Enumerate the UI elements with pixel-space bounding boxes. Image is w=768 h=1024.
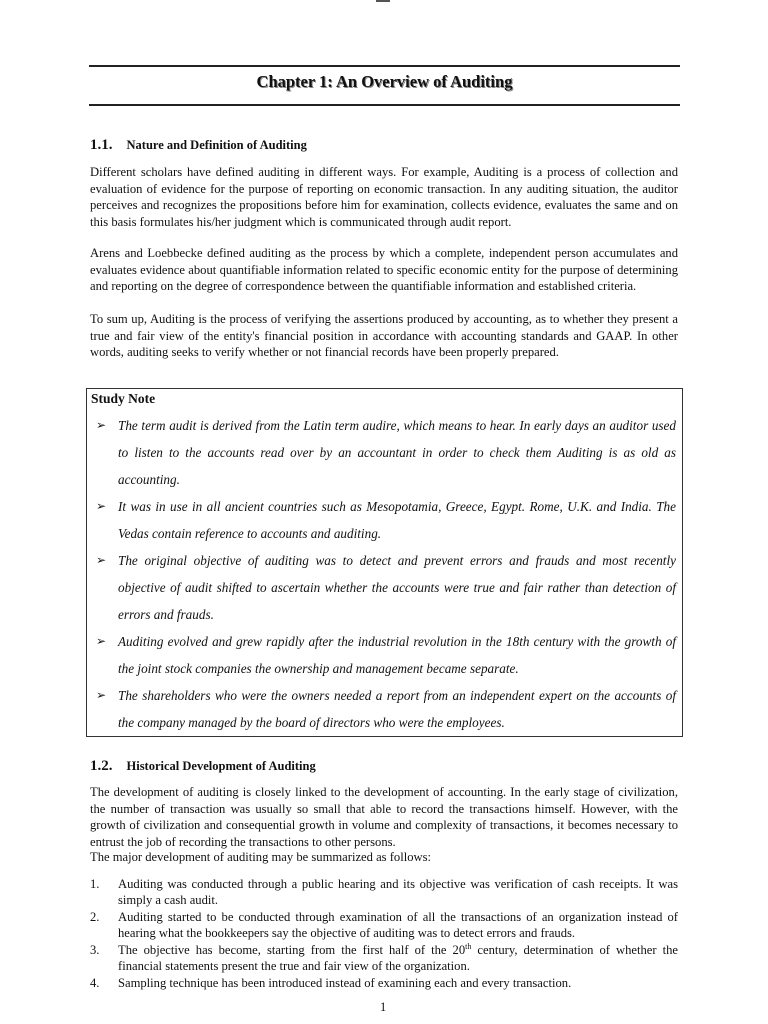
title-top-rule xyxy=(89,65,680,67)
list-item: 2. Auditing started to be conducted through examination of all the transactions of an organization instead of hearing what the bookkeepers say the objective of auditing was to detect errors and frauds. xyxy=(90,910,678,940)
arrow-bullet-icon: ➢ xyxy=(96,499,107,513)
section-title: Nature and Definition of Auditing xyxy=(126,138,307,152)
paragraph-arens-loebbecke: Arens and Loebbecke defined auditing as the process by which a complete, independent person accumulates and evaluates evidence about quantifiable information related to specific economic entity for the purpose of determining and reporting on the degree of correspondence between the quantifiable information and established criteria. xyxy=(90,246,678,293)
section-title: Historical Development of Auditing xyxy=(126,759,316,773)
study-note-item: ➢ Auditing evolved and grew rapidly after the industrial revolution in the 18th century with the growth of the joint stock companies the ownership and management became separate. xyxy=(87,628,682,682)
section-heading-1-2 xyxy=(90,757,316,775)
page-number: 1 xyxy=(380,1000,387,1014)
study-note-box xyxy=(86,388,683,737)
list-item: 4. Sampling technique has been introduced instead of examining each and every transaction. xyxy=(90,976,572,990)
paragraph-history: The development of auditing is closely linked to the development of accounting. In the early stage of civilization, the number of transaction was usually so small that able to record the transactions himself. However, with the growth of civilization and consequential growth in volume and complexity of transactions, it becomes necessary to entrust the job of recording the transactions to other persons. xyxy=(90,785,678,849)
paragraph-summary: To sum up, Auditing is the process of verifying the assertions produced by accounting, as to whether they present a true and fair view of the entity's financial position in accordance with accounting standards and GAAP. In other words, auditing seeks to verify whether or not financial records have been properly prepared. xyxy=(90,312,678,359)
list-item: 3. The objective has become, starting from the first half of the 20th century, determination of whether the financial statements present the true and fair view of the organization. xyxy=(90,942,678,973)
list-item: 1. Auditing was conducted through a public hearing and its objective was verification of cash receipts. It was simply a cash audit. xyxy=(90,877,678,907)
arrow-bullet-icon: ➢ xyxy=(96,634,107,648)
paragraph-list-intro: The major development of auditing may be summarized as follows: xyxy=(90,850,431,864)
study-note-item: ➢ The term audit is derived from the Latin term audire, which means to hear. In early days an auditor used to listen to the accounts read over by an accountant in order to check them Auditing is as old as accounting. xyxy=(87,412,682,493)
title-bottom-rule xyxy=(89,104,680,106)
study-note-item: ➢ The shareholders who were the owners needed a report from an independent expert on the accounts of the company managed by the board of directors who were the employees. xyxy=(87,682,682,736)
study-note-item: ➢ The original objective of auditing was to detect and prevent errors and frauds and most recently objective of audit shifted to ascertain whether the accounts were true and fair rather than detection of errors and frauds. xyxy=(87,547,682,628)
development-list xyxy=(90,876,678,992)
arrow-bullet-icon: ➢ xyxy=(96,553,107,567)
arrow-bullet-icon: ➢ xyxy=(96,688,107,702)
study-note-list xyxy=(87,412,682,736)
section-heading-1-1 xyxy=(90,136,307,154)
section-number: 1.2. xyxy=(90,758,113,774)
paragraph-definition: Different scholars have defined auditing in different ways. For example, Auditing is a process of collection and evaluation of evidence for the purpose of reporting on economic transaction. In any auditing situation, the auditor perceives and recognizes the propositions before him for examination, collects evidence, evaluates the same and on this basis formulates his/her judgment which is communicated through audit report. xyxy=(90,165,678,229)
arrow-bullet-icon: ➢ xyxy=(96,418,107,432)
chapter-title: Chapter 1: An Overview of Auditing xyxy=(256,72,513,91)
section-number: 1.1. xyxy=(90,137,113,153)
study-note-title: Study Note xyxy=(91,391,156,406)
study-note-item: ➢ It was in use in all ancient countries such as Mesopotamia, Greece, Egypt. Rome, U.K. and India. The Vedas contain reference to accounts and auditing. xyxy=(87,493,682,547)
page-top-mark xyxy=(376,0,390,2)
